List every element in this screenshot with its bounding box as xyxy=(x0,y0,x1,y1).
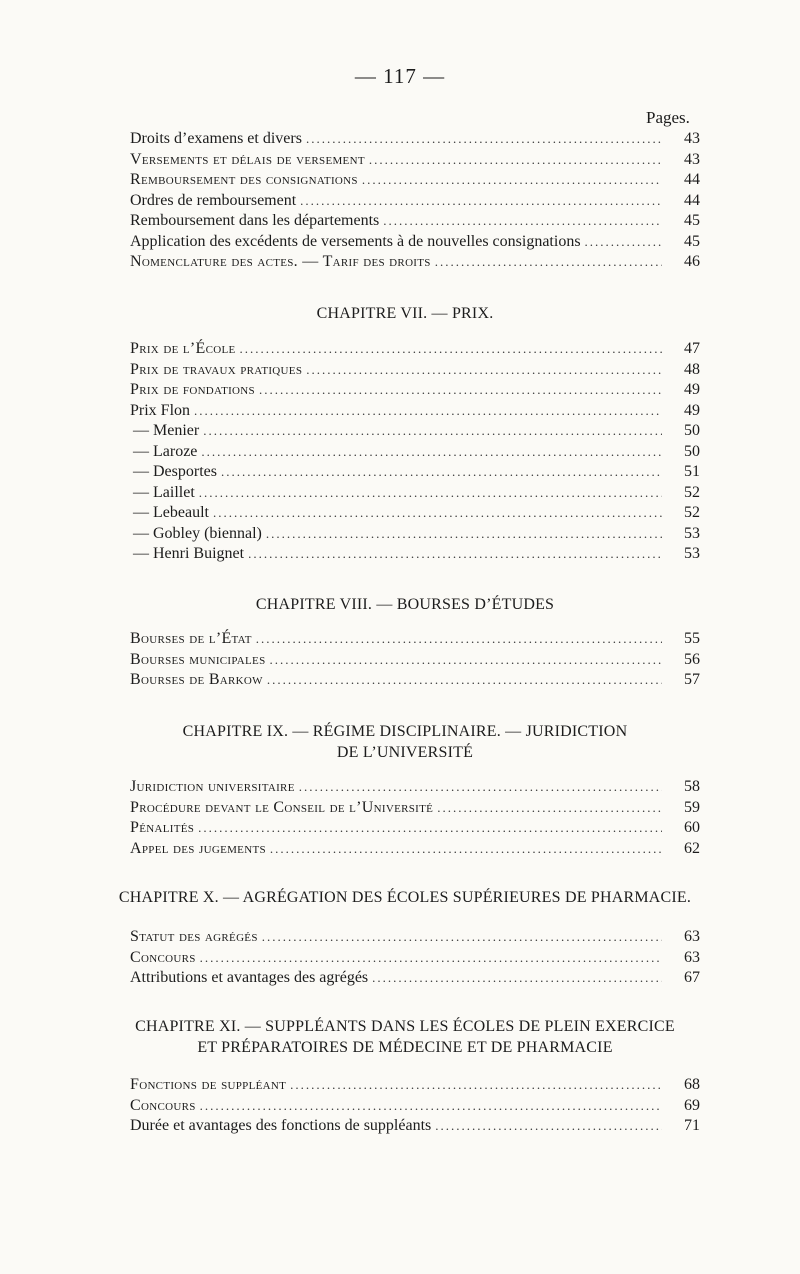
toc-entry xyxy=(130,669,700,690)
toc-entry-page: 59 xyxy=(684,798,700,816)
toc-entry-page: 50 xyxy=(684,442,700,460)
toc-entry-label: Droits d’examens et divers xyxy=(130,130,302,147)
toc-entry xyxy=(130,649,700,670)
toc-entry-label: Concours xyxy=(130,1096,196,1114)
toc-entry-label: Procédure devant le Conseil de l’Université xyxy=(130,798,434,816)
dot-leader xyxy=(383,210,662,231)
toc-entry-page: 52 xyxy=(684,483,700,501)
toc-entry xyxy=(130,1074,700,1095)
dot-leader xyxy=(266,523,662,544)
dot-leader xyxy=(199,482,662,503)
toc-entry xyxy=(130,128,700,149)
toc-entry xyxy=(130,441,700,462)
toc-entry xyxy=(130,251,700,272)
toc-entry xyxy=(130,502,700,523)
dot-leader xyxy=(299,776,662,797)
toc-entry xyxy=(130,338,700,359)
dot-leader xyxy=(362,169,662,190)
toc-entry-label: Concours xyxy=(130,948,196,966)
toc-entry xyxy=(130,926,700,947)
toc-entry-page: 71 xyxy=(684,1117,700,1134)
toc-entry-page: 60 xyxy=(684,819,700,836)
toc-entry-label: Bourses de l’État xyxy=(130,630,252,647)
toc-entry xyxy=(130,482,700,503)
toc-entry-label: — Lebeault xyxy=(133,504,209,521)
dot-leader xyxy=(221,461,662,482)
toc-entry-label: — Laillet xyxy=(133,483,195,501)
chapter-heading-line: DE L’UNIVERSITÉ xyxy=(336,744,474,761)
toc-entry-label: Prix de travaux pratiques xyxy=(130,360,303,378)
toc-entry-page: 68 xyxy=(684,1076,700,1093)
toc-entry-label: Appel des jugements xyxy=(130,839,266,857)
toc-entry-label: Versements et délais de versement xyxy=(130,150,365,168)
chapter-heading-line: CHAPITRE VII. — PRIX. xyxy=(316,305,494,322)
toc-entry-label: Juridiction universitaire xyxy=(130,778,295,795)
dot-leader xyxy=(200,947,662,968)
toc-entry-page: 58 xyxy=(684,778,700,795)
dot-leader xyxy=(213,502,662,523)
toc-entry-page: 49 xyxy=(684,401,700,419)
dot-leader xyxy=(203,420,662,441)
toc-entry-page: 56 xyxy=(684,650,700,668)
dot-leader xyxy=(201,441,662,462)
toc-entry xyxy=(130,838,700,859)
dot-leader xyxy=(248,543,662,564)
toc-entry xyxy=(130,797,700,818)
toc-entry-label: Pénalités xyxy=(130,819,195,836)
dot-leader xyxy=(259,379,662,400)
toc-entry xyxy=(130,231,700,252)
toc-entry xyxy=(130,190,700,211)
toc-entry-page: 46 xyxy=(684,253,700,270)
toc-entry xyxy=(130,169,700,190)
dot-leader xyxy=(200,1095,662,1116)
chapter-heading xyxy=(110,1016,700,1058)
toc-entry-label: Ordres de remboursement xyxy=(130,191,297,209)
chapter-heading-line: CHAPITRE IX. — RÉGIME DISCIPLINAIRE. — JURIDICTION xyxy=(182,723,628,740)
toc-entry xyxy=(130,1115,700,1136)
toc-entry-page: 43 xyxy=(684,150,700,168)
toc-entry xyxy=(130,420,700,441)
toc-entry xyxy=(130,947,700,968)
toc-entry-label: Prix de l’École xyxy=(130,340,236,357)
dot-leader xyxy=(306,359,662,380)
toc-entry-page: 63 xyxy=(684,928,700,945)
toc-entry xyxy=(130,967,700,988)
toc-entry-label: Nomenclature des actes. — Tarif des droits xyxy=(130,253,431,270)
dot-leader xyxy=(435,1115,662,1136)
toc-entry-page: 49 xyxy=(684,381,700,398)
toc-entry xyxy=(130,817,700,838)
chapter-heading xyxy=(110,303,700,324)
toc-entry-page: 69 xyxy=(684,1096,700,1114)
toc-entry xyxy=(130,359,700,380)
toc-entry xyxy=(130,379,700,400)
toc-entry-label: Prix de fondations xyxy=(130,381,255,398)
toc-entry-page: 45 xyxy=(684,232,700,250)
toc-entry xyxy=(130,210,700,231)
dot-leader xyxy=(290,1074,662,1095)
chapter-heading-line: CHAPITRE XI. — SUPPLÉANTS DANS LES ÉCOLES DE PLEIN EXERCICE xyxy=(135,1018,675,1035)
dot-leader xyxy=(256,628,662,649)
toc-entry-label: Durée et avantages des fonctions de suppléants xyxy=(130,1117,432,1134)
toc-entry xyxy=(130,543,700,564)
chapter-heading-line: CHAPITRE VIII. — BOURSES D’ÉTUDES xyxy=(255,596,555,613)
chapter-heading xyxy=(110,594,700,615)
toc-entry-label: — Henri Buignet xyxy=(133,545,245,562)
chapter-heading-line: ET PRÉPARATOIRES DE MÉDECINE ET DE PHARMACIE xyxy=(197,1039,613,1056)
toc-entry-page: 48 xyxy=(684,360,700,378)
dot-leader xyxy=(198,817,662,838)
toc-entry-page: 62 xyxy=(684,839,700,857)
toc-entry-page: 45 xyxy=(684,212,700,229)
toc-entry-label: Statut des agrégés xyxy=(130,928,258,945)
chapter-heading xyxy=(110,721,700,763)
toc-entry-label: — Laroze xyxy=(133,442,198,460)
toc-entry-page: 51 xyxy=(684,463,700,480)
toc-entry xyxy=(130,1095,700,1116)
dot-leader xyxy=(437,797,662,818)
dot-leader xyxy=(262,926,662,947)
dot-leader xyxy=(585,231,662,252)
toc-entry-label: Bourses municipales xyxy=(130,650,266,668)
toc-entry xyxy=(130,461,700,482)
dot-leader xyxy=(270,838,662,859)
toc-entry-page: 53 xyxy=(684,545,700,562)
toc-entry-label: Attributions et avantages des agrégés xyxy=(130,969,369,986)
toc-entry-page: 55 xyxy=(684,630,700,647)
toc-entry-label: — Gobley (biennal) xyxy=(133,524,262,542)
toc-entry-page: 44 xyxy=(684,191,700,209)
toc-entry xyxy=(130,628,700,649)
toc-entry-page: 53 xyxy=(684,524,700,542)
toc-entry xyxy=(130,776,700,797)
dot-leader xyxy=(306,128,662,149)
chapter-heading-line: CHAPITRE X. — AGRÉGATION DES ÉCOLES SUPÉRIEURES DE PHARMACIE. xyxy=(118,889,692,906)
dot-leader xyxy=(372,967,662,988)
toc-entry-page: 63 xyxy=(684,948,700,966)
pages-column-label: Pages. xyxy=(646,108,690,127)
dot-leader xyxy=(240,338,662,359)
toc-entry-label: Fonctions de suppléant xyxy=(130,1076,287,1093)
toc-entry-label: Remboursement des consignations xyxy=(130,171,358,188)
toc-entry-label: Prix Flon xyxy=(130,401,191,419)
toc-entry-label: Application des excédents de versements à de nouvelles consignations xyxy=(130,232,581,250)
toc-entry-label: Remboursement dans les départements xyxy=(130,212,380,229)
chapter-heading xyxy=(110,887,700,908)
toc-entry-page: 47 xyxy=(684,340,700,357)
toc-entry-page: 52 xyxy=(684,504,700,521)
toc-entry-page: 44 xyxy=(684,171,700,188)
dot-leader xyxy=(270,649,663,670)
dot-leader xyxy=(300,190,662,211)
toc-entry xyxy=(130,523,700,544)
toc-entry-label: — Menier xyxy=(133,422,200,439)
dot-leader xyxy=(435,251,662,272)
page-number: — 117 — xyxy=(354,64,446,88)
toc-entry xyxy=(130,149,700,170)
toc-entry-page: 57 xyxy=(684,671,700,688)
toc-entry-page: 50 xyxy=(684,422,700,439)
toc-entry-label: Bourses de Barkow xyxy=(130,671,263,688)
dot-leader xyxy=(194,400,662,421)
dot-leader xyxy=(267,669,662,690)
toc-entry xyxy=(130,400,700,421)
toc-entry-label: — Desportes xyxy=(133,463,217,480)
toc-entry-page: 43 xyxy=(684,130,700,147)
toc-entry-page: 67 xyxy=(684,969,700,986)
dot-leader xyxy=(369,149,662,170)
